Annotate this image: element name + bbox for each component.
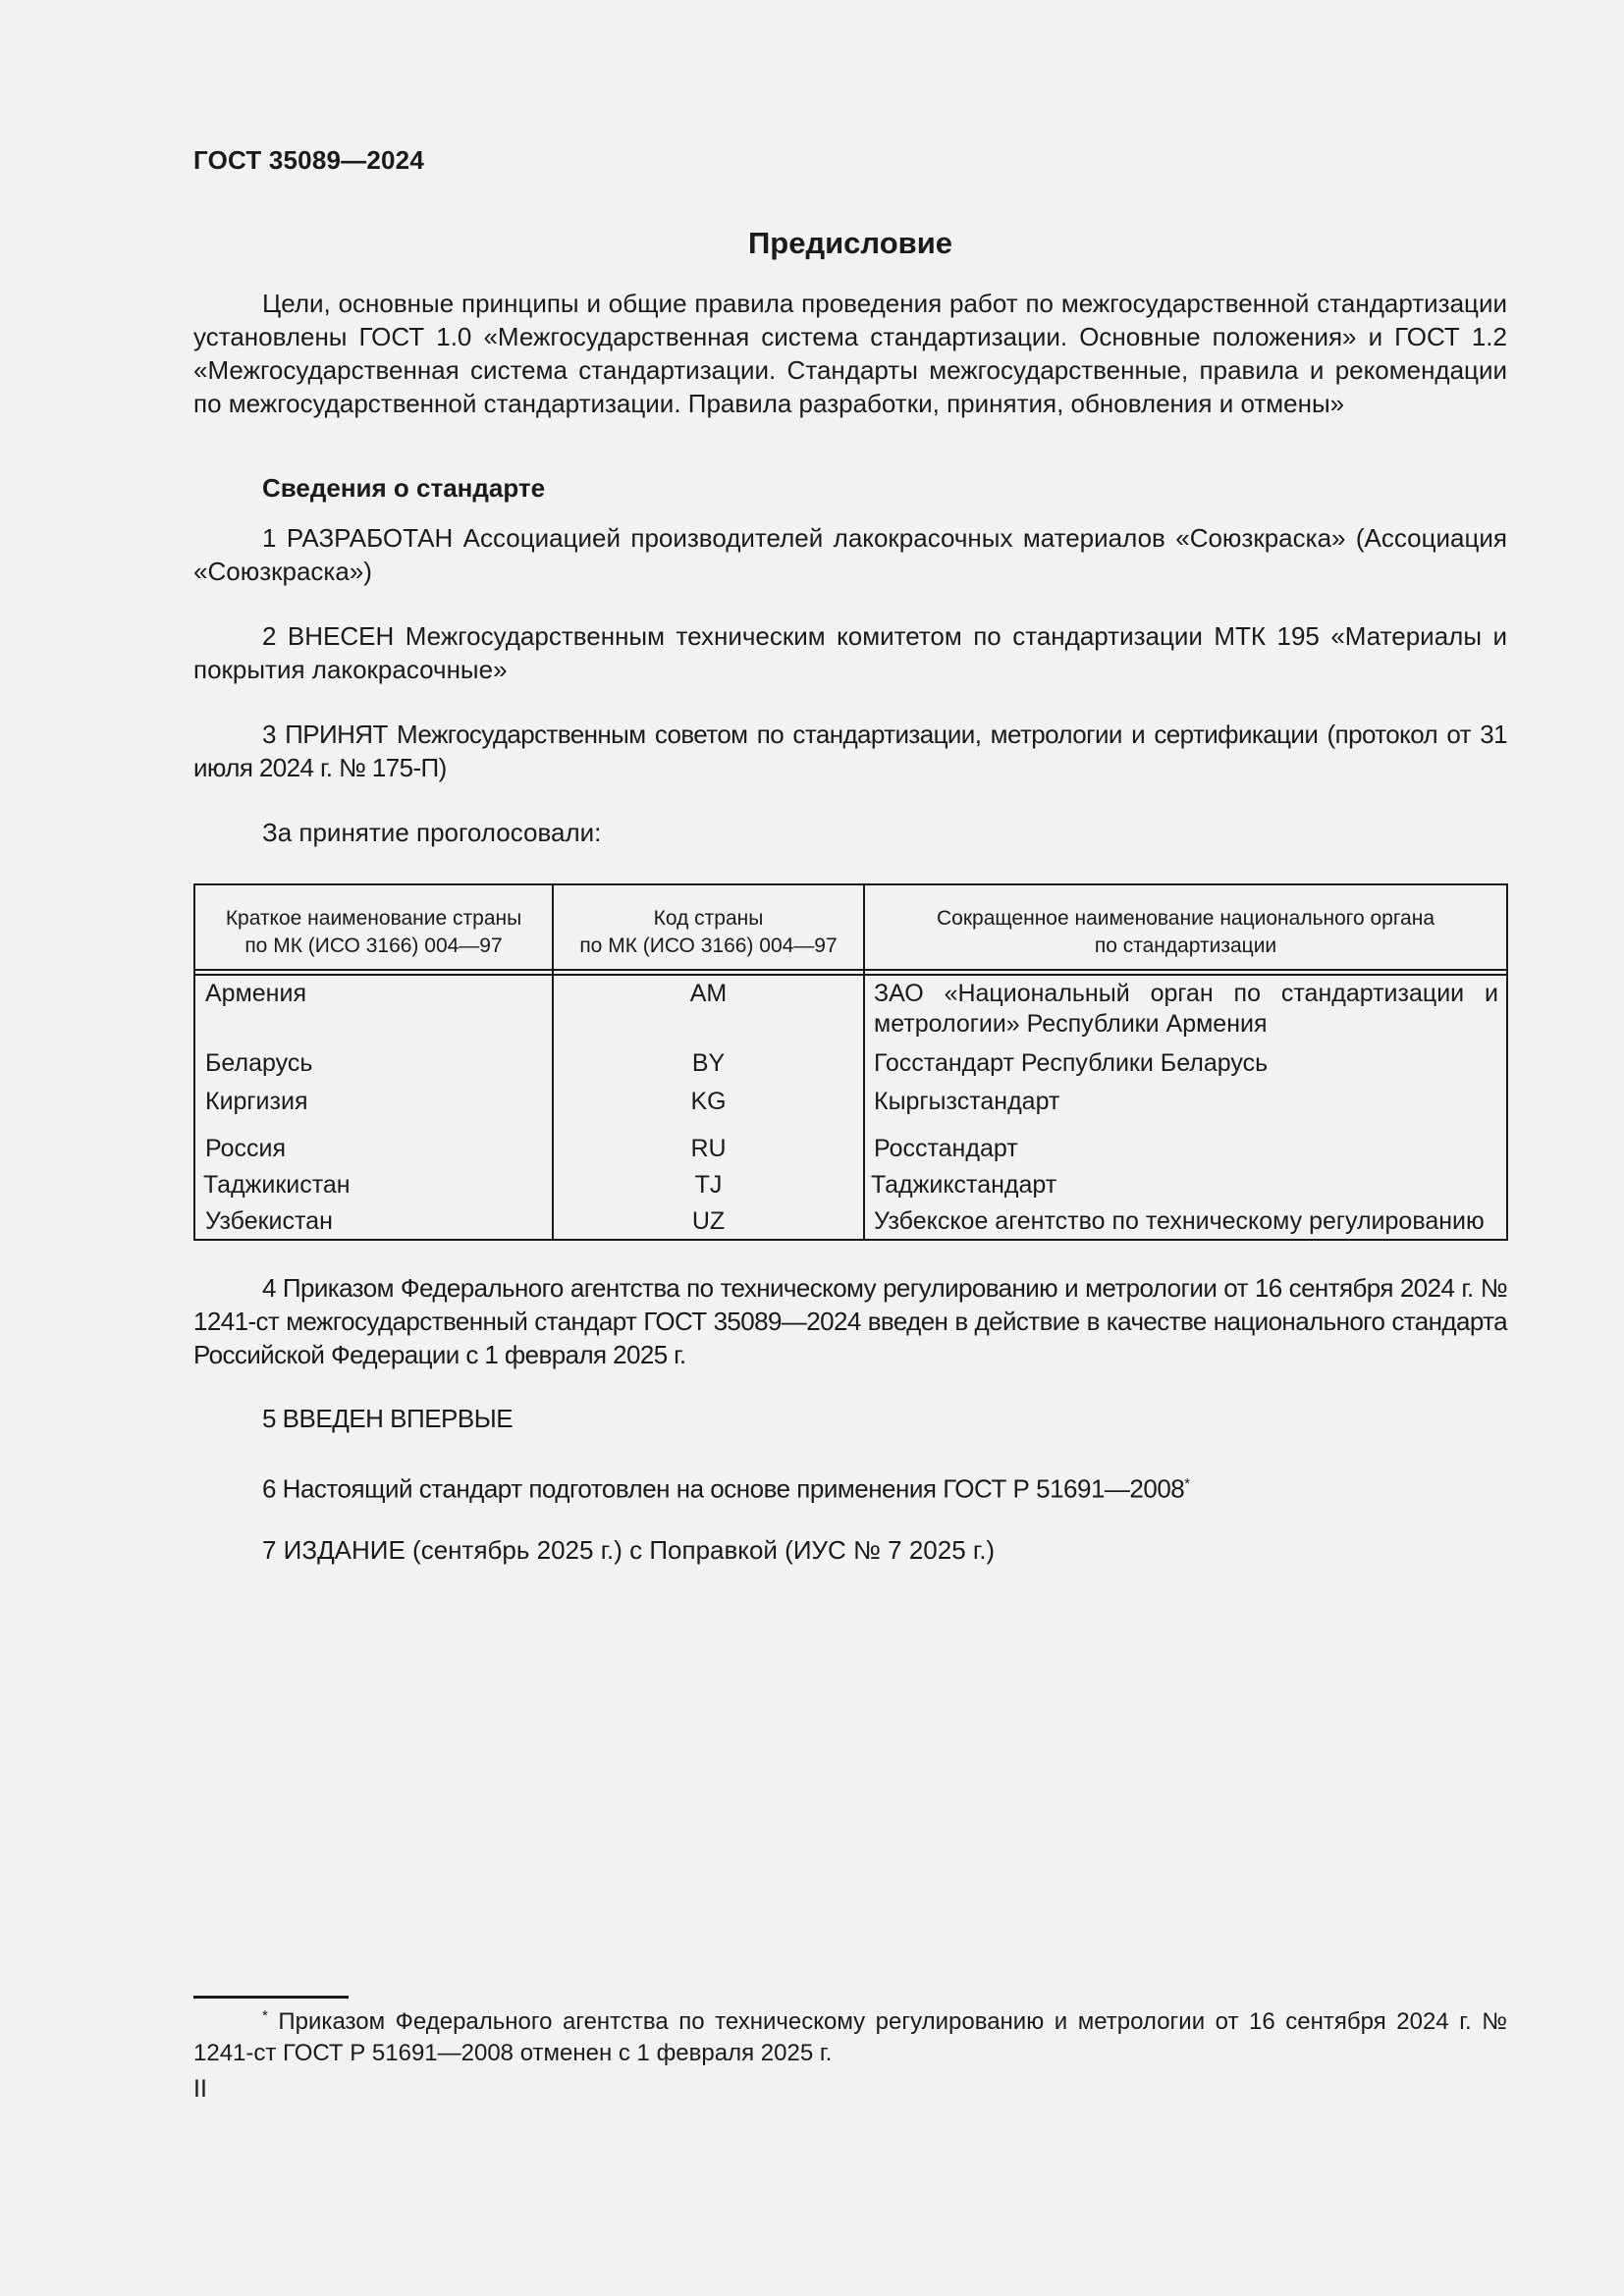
page-title: Предисловие bbox=[747, 226, 952, 260]
table-cell-code: UZ bbox=[691, 1207, 726, 1235]
table-cell-body: Кыргызстандарт bbox=[874, 1088, 1060, 1115]
header-body: Сокращенное наименование национального органа по стандартизации bbox=[936, 907, 1435, 957]
header-code: Код страны по МК (ИСО 3166) 004—97 bbox=[579, 907, 838, 957]
document-code: ГОСТ 35089—2024 bbox=[193, 145, 424, 175]
footnote-rule bbox=[193, 1996, 349, 1999]
table-cell-code: AM bbox=[689, 980, 728, 1007]
item-1-developed: 1 РАЗРАБОТАН Ассоциацией производителей лакокрасочных материалов «Союзкраска» (Ассоциация «Союзкраска») bbox=[193, 523, 1507, 586]
table-cell-country: Киргизия bbox=[205, 1088, 308, 1115]
item-6-basis bbox=[262, 1468, 1190, 1506]
item-3-adopted: 3 ПРИНЯТ Межгосударственным советом по стандартизации, метрологии и сертификации (протокол от 31 июля 2024 г. № 175-П) bbox=[193, 720, 1507, 782]
page-number: II bbox=[193, 2075, 207, 2103]
footnote-text: Приказом Федерального агентства по техническому регулированию и метрологии от 16 сентября 2024 г. № 1241-ст ГОСТ Р 51691—2008 отменен с 1 февраля 2025 г. bbox=[193, 2008, 1507, 2066]
table-header-rule bbox=[195, 974, 1506, 976]
voted-label: За принятие проголосовали: bbox=[262, 818, 602, 847]
footnote-mark: * bbox=[1184, 1475, 1190, 1492]
footnote bbox=[193, 2001, 1507, 2069]
header-country: Краткое наименование страны по МК (ИСО 3166) 004—97 bbox=[225, 907, 522, 957]
table-cell-code: KG bbox=[690, 1088, 727, 1115]
table-cell-country: Узбекистан bbox=[205, 1207, 333, 1235]
table-cell-code: BY bbox=[691, 1049, 726, 1077]
table-cell-body: Узбекское агентство по техническому регулированию bbox=[874, 1207, 1485, 1235]
table-cell-body: ЗАО «Национальный орган по стандартизации и метрологии» Республики Армения bbox=[874, 980, 1498, 1038]
table-cell-code: RU bbox=[690, 1135, 727, 1162]
table-cell-country: Армения bbox=[205, 980, 306, 1007]
table-cell-country: Беларусь bbox=[205, 1049, 313, 1077]
info-heading: Сведения о стандарте bbox=[262, 473, 546, 503]
footnote-mark: * bbox=[262, 2007, 268, 2024]
item-6-text: 6 Настоящий стандарт подготовлен на основе применения ГОСТ Р 51691—2008 bbox=[262, 1473, 1185, 1504]
item-4-order: 4 Приказом Федерального агентства по техническому регулированию и метрологии от 16 сентября 2024 г. № 1241-ст межгосударственный стандарт ГОСТ 35089—2024 введен в действие в качестве национального стандарта Российской Федерации с 1 февраля 2025 г. bbox=[193, 1273, 1507, 1369]
intro-paragraph: Цели, основные принципы и общие правила проведения работ по межгосударственной стандартизации установлены ГОСТ 1.0 «Межгосударственная система стандартизации. Основные положения» и ГОСТ 1.2 «Межгосударственная система стандартизации. Стандарты межгосударственные, правила и рекомендации по межгосударственной стандартизации. Правила разработки, принятия, обновления и отмены» bbox=[193, 289, 1507, 418]
table-cell-body: Таджикстандарт bbox=[871, 1171, 1057, 1199]
table-cell-body: Госстандарт Республики Беларусь bbox=[874, 1049, 1269, 1077]
table-header-rule bbox=[195, 969, 1506, 971]
table-cell-country: Таджикистан bbox=[203, 1171, 351, 1199]
table-cell-code: TJ bbox=[694, 1171, 723, 1199]
item-7-edition: 7 ИЗДАНИЕ (сентябрь 2025 г.) с Поправкой (ИУС № 7 2025 г.) bbox=[262, 1535, 996, 1565]
table-cell-body: Росстандарт bbox=[874, 1135, 1018, 1162]
voting-table bbox=[193, 883, 1508, 1241]
table-cell-country: Россия bbox=[205, 1135, 286, 1162]
item-2-submitted: 2 ВНЕСЕН Межгосударственным техническим комитетом по стандартизации МТК 195 «Материалы и покрытия лакокрасочные» bbox=[193, 621, 1507, 684]
item-5-first-introduced: 5 ВВЕДЕН ВПЕРВЫЕ bbox=[262, 1404, 514, 1433]
